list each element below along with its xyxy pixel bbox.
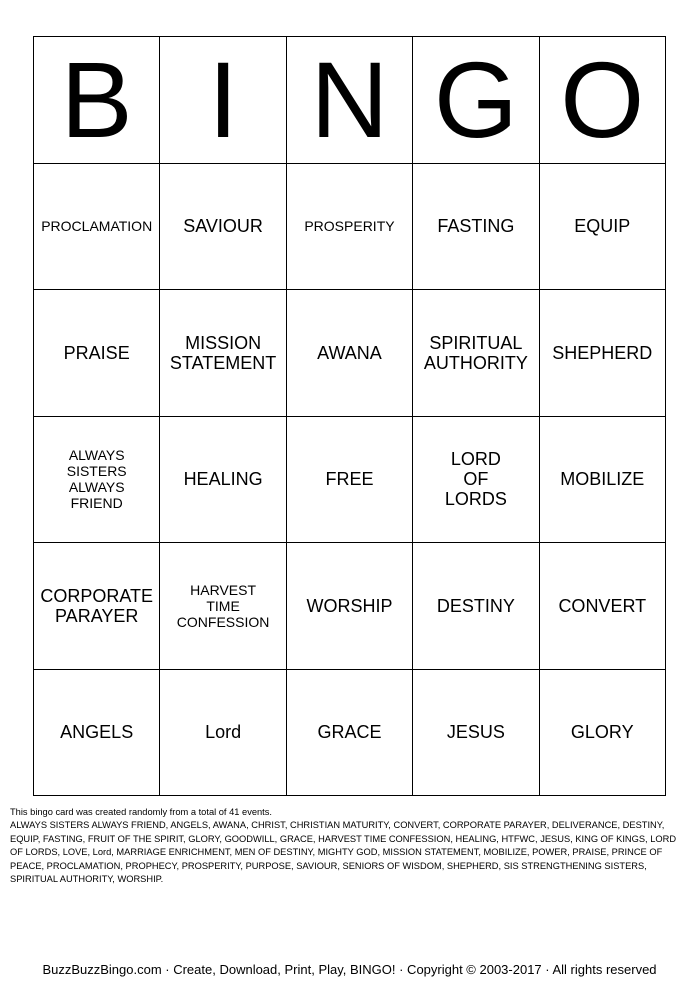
bingo-cell: ANGELS [34,669,160,796]
bingo-cell: MOBILIZE [539,416,665,543]
bingo-cell: PROSPERITY [286,163,412,290]
bingo-cell: AWANA [286,290,412,417]
bingo-cell: WORSHIP [286,543,412,670]
bingo-row [34,416,666,543]
bingo-cell: Lord [160,669,286,796]
bingo-cell: CONVERT [539,543,665,670]
header-letter-i: I [160,37,286,164]
footer-copyright: BuzzBuzzBingo.com · Create, Download, Print, Play, BINGO! · Copyright © 2003-2017 · All rights reserved [42,962,657,977]
bingo-cell: SAVIOUR [160,163,286,290]
bingo-cell: MISSION STATEMENT [160,290,286,417]
header-letter-b: B [34,37,160,164]
bingo-cell: CORPORATE PARAYER [34,543,160,670]
card-info [10,806,690,886]
bingo-cell: PRAISE [34,290,160,417]
bingo-cell: HEALING [160,416,286,543]
bingo-cell: FASTING [413,163,539,290]
bingo-row [34,290,666,417]
bingo-cell: EQUIP [539,163,665,290]
header-letter-n: N [286,37,412,164]
bingo-cell: LORD OF LORDS [413,416,539,543]
bingo-cell: GRACE [286,669,412,796]
bingo-cell: SPIRITUAL AUTHORITY [413,290,539,417]
bingo-cell: GLORY [539,669,665,796]
bingo-cell: FREE [286,416,412,543]
bingo-cell: DESTINY [413,543,539,670]
bingo-cell: SHEPHERD [539,290,665,417]
bingo-cell: HARVEST TIME CONFESSION [160,543,286,670]
bingo-row [34,163,666,290]
bingo-cell: PROCLAMATION [34,163,160,290]
event-list: ALWAYS SISTERS ALWAYS FRIEND, ANGELS, AWANA, CHRIST, CHRISTIAN MATURITY, CONVERT, CORPORATE PARAYER, DELIVERANCE, DESTINY, EQUIP, FASTING, FRUIT OF THE SPIRIT, GLORY, GOODWILL, GRACE, HARVEST TIME CONFESSION, HEALING, HTFWC, JESUS, KING OF KINGS, LORD OF LORDS, LOVE, Lord, MARRIAGE ENRICHMENT, MEN OF DESTINY, MIGHTY GOD, MISSION STATEMENT, MOBILIZE, POWER, PRAISE, PRINCE OF PEACE, PROCLAMATION, PROPHECY, PROSPERITY, PURPOSE, SAVIOUR, SENIORS OF WISDOM, SHEPHERD, SIS STRENGTHENING SISTERS, SPIRITUAL AUTHORITY, WORSHIP. [10,820,677,885]
header-letter-g: G [413,37,539,164]
header-letter-o: O [539,37,665,164]
bingo-cell: ALWAYS SISTERS ALWAYS FRIEND [34,416,160,543]
created-note: This bingo card was created randomly from a total of 41 events. [10,807,272,817]
bingo-card [33,36,666,796]
bingo-row [34,669,666,796]
bingo-cell: JESUS [413,669,539,796]
bingo-row [34,543,666,670]
bingo-header-row [34,37,666,164]
